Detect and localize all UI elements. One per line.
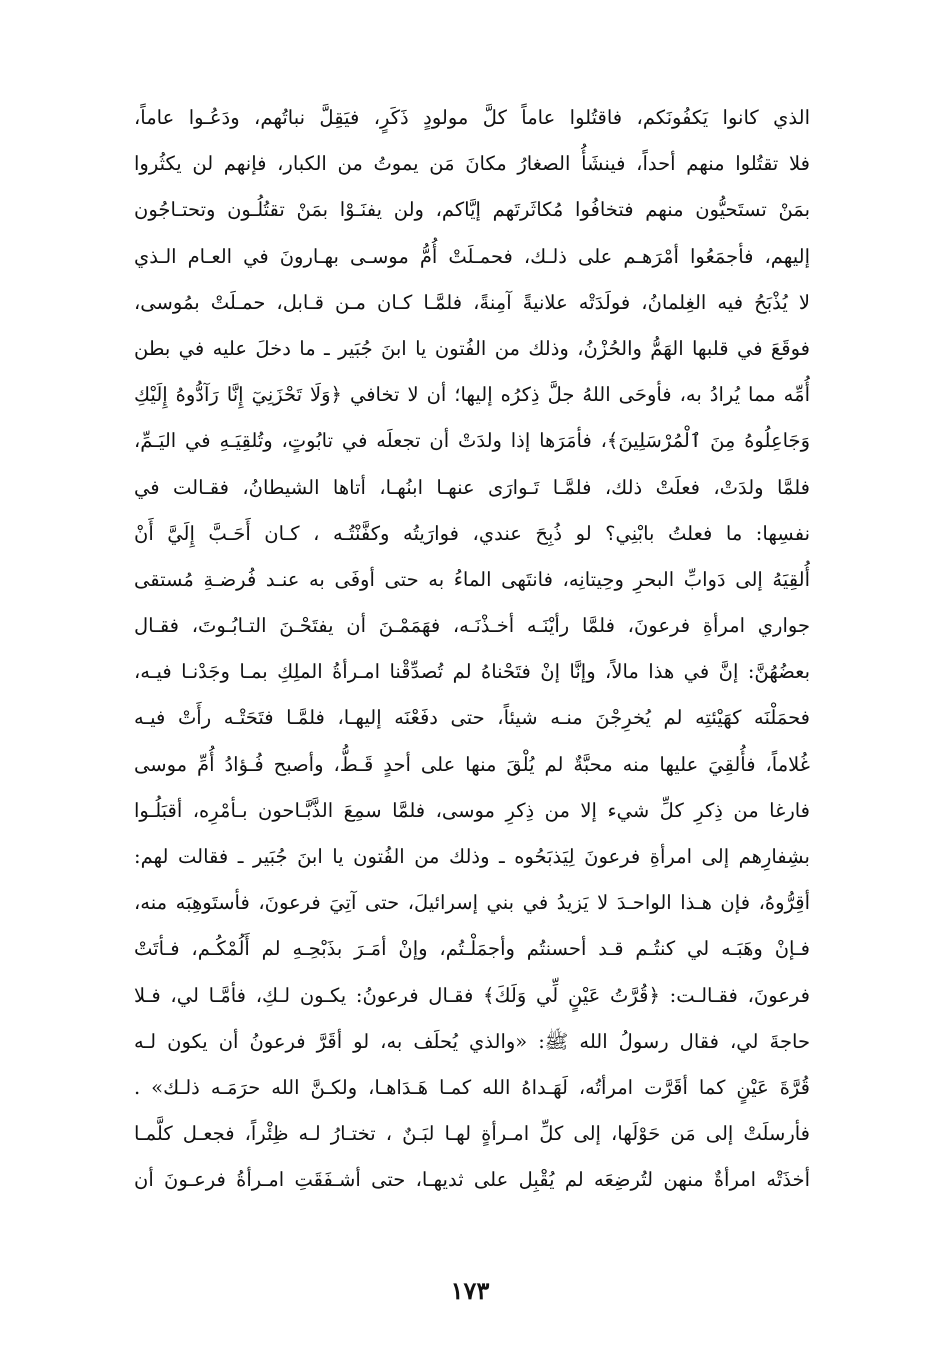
page-body <box>134 95 810 1295</box>
text-line: فحمَلْنَه كهَيْئتِه لم يُخرِجْنَ منـه شيئاً، حتى دفَعْنَه إليهـا، فلمَّـا فتَحَتْـه رأَتْ فيـه <box>134 706 810 730</box>
text-line: حاجةَ لي، فقال رسولُ الله ﷺ: «والذي يُحلَف به، لو أقَرَّ فرعونُ أن يكون لـه <box>134 1029 810 1053</box>
text-line: بمَنْ تستَحيُّون منهم فتخافُوا مُكاثَرتَهم إيَّاكم، ولن يفنَـوْا بمَنْ تقتُلُـون وتحتـاجُون <box>134 198 810 222</box>
text-line: فرعونَ، فقـالـت: ﴿قُرَّتُ عَيْنٍ لِّي وَلَكَ﴾ فقـال فرعونُ: يكـون لـكِ، فأمَّـا لي، فـلا <box>134 983 810 1007</box>
text-line: فلمَّا ولدَتْ، فعلَتْ ذلك، فلمَّـا تَـوارَى عنهـا ابنُهـا، أتاها الشيطانُ، فقـالت في <box>134 475 810 499</box>
text-line: بشِفارِهم إلى امرأةِ فرعونَ لِيَذبَحُوه ـ وذلك من الفُتون يا ابنَ جُبَير ـ فقالت لهم: <box>134 845 810 868</box>
text-line: أُلقِيَهُ إلى دَوابِّ البحرِ وحِيتانِه، فانتَهى الماءُ به حتى أوفَى به عنـد فُرضـةِ مُستقى <box>134 567 810 591</box>
text-line: نفسِها: ما فعلتُ بابْنِي؟ لو ذُبِحَ عندي، فوارَيتُه وكفَّنْتُـه ، كـان أَحَـبَّ إِلَيَّ أَنْ <box>134 521 810 545</box>
text-line: جواري امرأةِ فرعونَ، فلمَّا رأيْنَـه أخـذْنَـه، فهَمَمْـنَ أن يفتَحْـنَ التـابُـوتَ، فقـال <box>134 614 810 638</box>
text-line: الذي كانوا يَكفُونَكم، فاقتُلوا عاماً كلَّ مولودٍ ذَكَرٍ، فيَقِلَّ نباتُهم، ودَعُـوا عاماً، <box>134 106 810 129</box>
text-line: أخذَتْه امرأةٌ منهن لتُرضِعَه لم يُقْبِل على ثديهـا، حتى أشـفَقَتِ امـرأةُ فرعـونَ أن <box>134 1168 810 1192</box>
text-line: أقِرُّوهُ، فإن هـذا الواحـدَ لا يَزيدُ في بني إسرائيلَ، حتى آتِيَ فرعونَ، فأستَوهِبَه منه، <box>134 891 810 915</box>
page-number: ١٧٣ <box>450 1276 490 1305</box>
text-line: فوقَعَ في قلبها الهَمُّ والحُزْنُ، وذلك من الفُتون يا ابنَ جُبَير ـ ما دخلَ عليه في بطن <box>134 336 810 360</box>
text-line: فلا تقتُلوا منهم أحداً، فينشَأُ الصغارُ مكانَ مَن يموتُ من الكبار، فإنهم لن يكثُروا <box>134 152 810 176</box>
text-line: لا يُذْبَحُ فيه الغِلمانُ، فولَدَتْه علانيةً آمِنةً، فلمَّـا كـان مـن قـابل، حمـلَتْ بمُوسى، <box>134 290 810 314</box>
text-line: إليهم، فأجمَعُوا أمْرَهـم على ذلـك، فحمـلَتْ أُمُّ موسـى بهـارونَ في العـام الـذي <box>134 244 810 268</box>
text-line: فارغا من ذِكرِ كلِّ شيء إلا من ذِكرِ موسى، فلمَّا سمِعَ الذَّبَّـاحون بـأمْرِه، أقبَلُـوا <box>134 798 810 822</box>
text-line: فـإنْ وهَبَـه لي كنتُـم قـد أحسنتُم وأجمَلْـتُم، وإنْ أمَـرَ بذَبْحِـهِ لم أَلُمْكُـم، فـأتَتْ <box>134 937 810 961</box>
text-line: بعضُهُنَّ: إنَّ في هذا مالاً، وإنَّا إنْ فتَحْناهُ لم تُصدِّقْنا امـرأةُ الملِكِ بمـا وجَدْنـا فيـه، <box>134 660 810 684</box>
text-line: أُمِّه مما يُرادُ به، فأوحَى اللهُ جلَّ ذِكرُه إليها؛ أن لا تخافي ﴿وَلَا تَحْزَنِيٓ إِنَّا رَآدُّوهُ إِلَيْكِ <box>134 383 810 407</box>
text-line: وَجَاعِلُوهُ مِنَ ٱلْمُرْسَلِينَ﴾، فأمَرَها إذا ولدَتْ أن تجعلَه في تابُوتٍ، وتُلقِيَـهِ في اليَـمِّ، <box>134 429 810 453</box>
text-line: قُرَّةَ عَيْنٍ كما أقَرَّت امرأتُه، لَهَـداهُ الله كمـا هَـدَاهـا، ولكـنَّ الله حرَمَـه ذلـك» . <box>134 1075 810 1099</box>
text-line: غُلاماً، فأُلقِيَ عليها منه محبَّةٌ لم يُلْقَ منها على أحدٍ قَـطُّ، وأصبح فُـؤادُ أُمِّ موسى <box>134 752 810 776</box>
text-line: فأرسلَتْ إلى مَن حَوْلَها، إلى كلِّ امـرأةٍ لهـا لبَـنٌ ، تختـارُ لـه ظِئْراً، فجعـل كلَّمـا <box>134 1122 810 1146</box>
